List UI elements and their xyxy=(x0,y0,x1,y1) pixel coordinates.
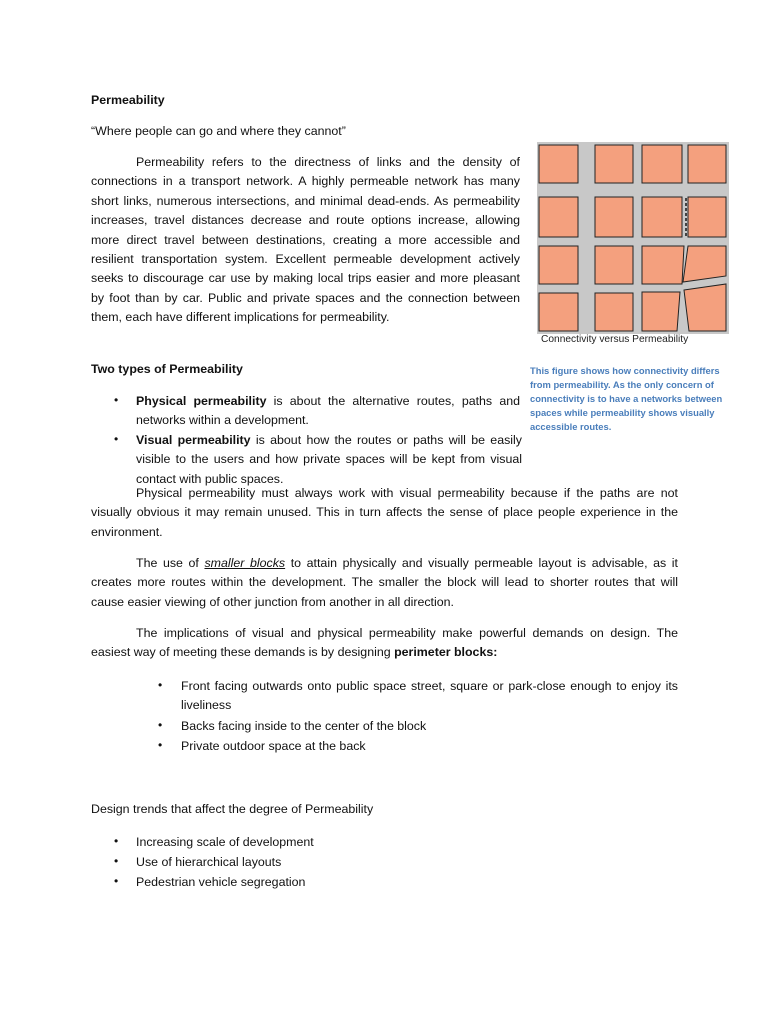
block xyxy=(539,246,578,284)
para3-pre: The implications of visual and physical permeability make powerful demands on design. The easiest way of meeting these demands is by designing xyxy=(91,626,678,660)
figure-caption: Connectivity versus Permeability xyxy=(541,334,689,345)
block xyxy=(539,145,578,183)
block xyxy=(539,197,578,237)
bullet: • xyxy=(158,678,163,692)
block xyxy=(642,292,680,331)
block xyxy=(642,197,682,237)
list-item: Backs facing inside to the center of the block xyxy=(181,719,427,733)
paragraph-implications xyxy=(91,624,678,663)
list-item-visual xyxy=(136,431,522,489)
list-item: Increasing scale of development xyxy=(136,835,314,849)
block xyxy=(688,145,726,183)
term-visual: Visual permeability xyxy=(136,433,251,447)
block xyxy=(683,246,726,282)
paragraph-smaller-blocks xyxy=(91,554,678,612)
block xyxy=(642,145,682,183)
intro-paragraph: Permeability refers to the directness of links and the density of connections in a transport network. A highly permeable network has many short links, numerous intersections, and minimal dead-ends. As permeability increases, travel distances decrease and route options increase, allowing more direct travel between destinations, creating a more accessible and resilient transportation system. Excellent permeable development actively seeks to discourage car use by making local trips easier and more pleasant by foot than by car. Public and private spaces and the connection between them, each have different implications for permeability. xyxy=(91,155,520,325)
definition-physical: is about the alternative routes, paths and networks within a development. xyxy=(136,394,520,428)
block xyxy=(688,197,726,237)
bullet: • xyxy=(114,854,119,868)
bullet: • xyxy=(114,874,119,888)
bullet: • xyxy=(114,393,119,407)
perimeter-blocks-term: perimeter blocks: xyxy=(394,645,498,660)
types-heading: Two types of Permeability xyxy=(91,362,243,376)
smaller-blocks-link[interactable]: smaller blocks xyxy=(204,556,286,570)
list-item: Private outdoor space at the back xyxy=(181,739,366,753)
definition-visual: is about how the routes or paths will be easily visible to the users and how private spaces will be kept from visual contact with public spaces. xyxy=(136,433,522,486)
list-item: Pedestrian vehicle segregation xyxy=(136,875,306,889)
trends-heading: Design trends that affect the degree of Permeability xyxy=(91,802,374,816)
para2-pre: The use of xyxy=(136,556,205,570)
bullet: • xyxy=(158,738,163,752)
connectivity-permeability-figure xyxy=(537,142,729,334)
paragraph-visual-physical: Physical permeability must always work with visual permeability because if the paths are not visually obvious it may remain unused. This in turn affects the sense of place people experience in the environment. xyxy=(91,486,678,539)
figure-note: This figure shows how connectivity differs from permeability. As the only concern of connectivity is to have a networks between spaces while permeability shows visually accessible routes. xyxy=(530,365,723,432)
block xyxy=(595,246,633,284)
para2-post: to attain physically and visually permeable layout is advisable, as it creates more routes within the development. The smaller the block will lead to shorter routes that will cause easier viewing of other junction from another in all direction. xyxy=(91,556,678,609)
block xyxy=(595,145,633,183)
quote: “Where people can go and where they cannot” xyxy=(91,124,346,138)
bullet: • xyxy=(158,718,163,732)
bullet: • xyxy=(114,834,119,848)
term-physical: Physical permeability xyxy=(136,394,267,408)
block xyxy=(595,293,633,331)
bullet: • xyxy=(114,432,119,446)
block xyxy=(595,197,633,237)
list-item: Use of hierarchical layouts xyxy=(136,855,282,869)
block xyxy=(642,246,684,284)
list-item-physical xyxy=(136,392,520,431)
block xyxy=(539,293,578,331)
page-title: Permeability xyxy=(91,93,165,107)
list-item: Front facing outwards onto public space street, square or park-close enough to enjoy its liveliness xyxy=(181,679,678,713)
block xyxy=(684,284,726,331)
